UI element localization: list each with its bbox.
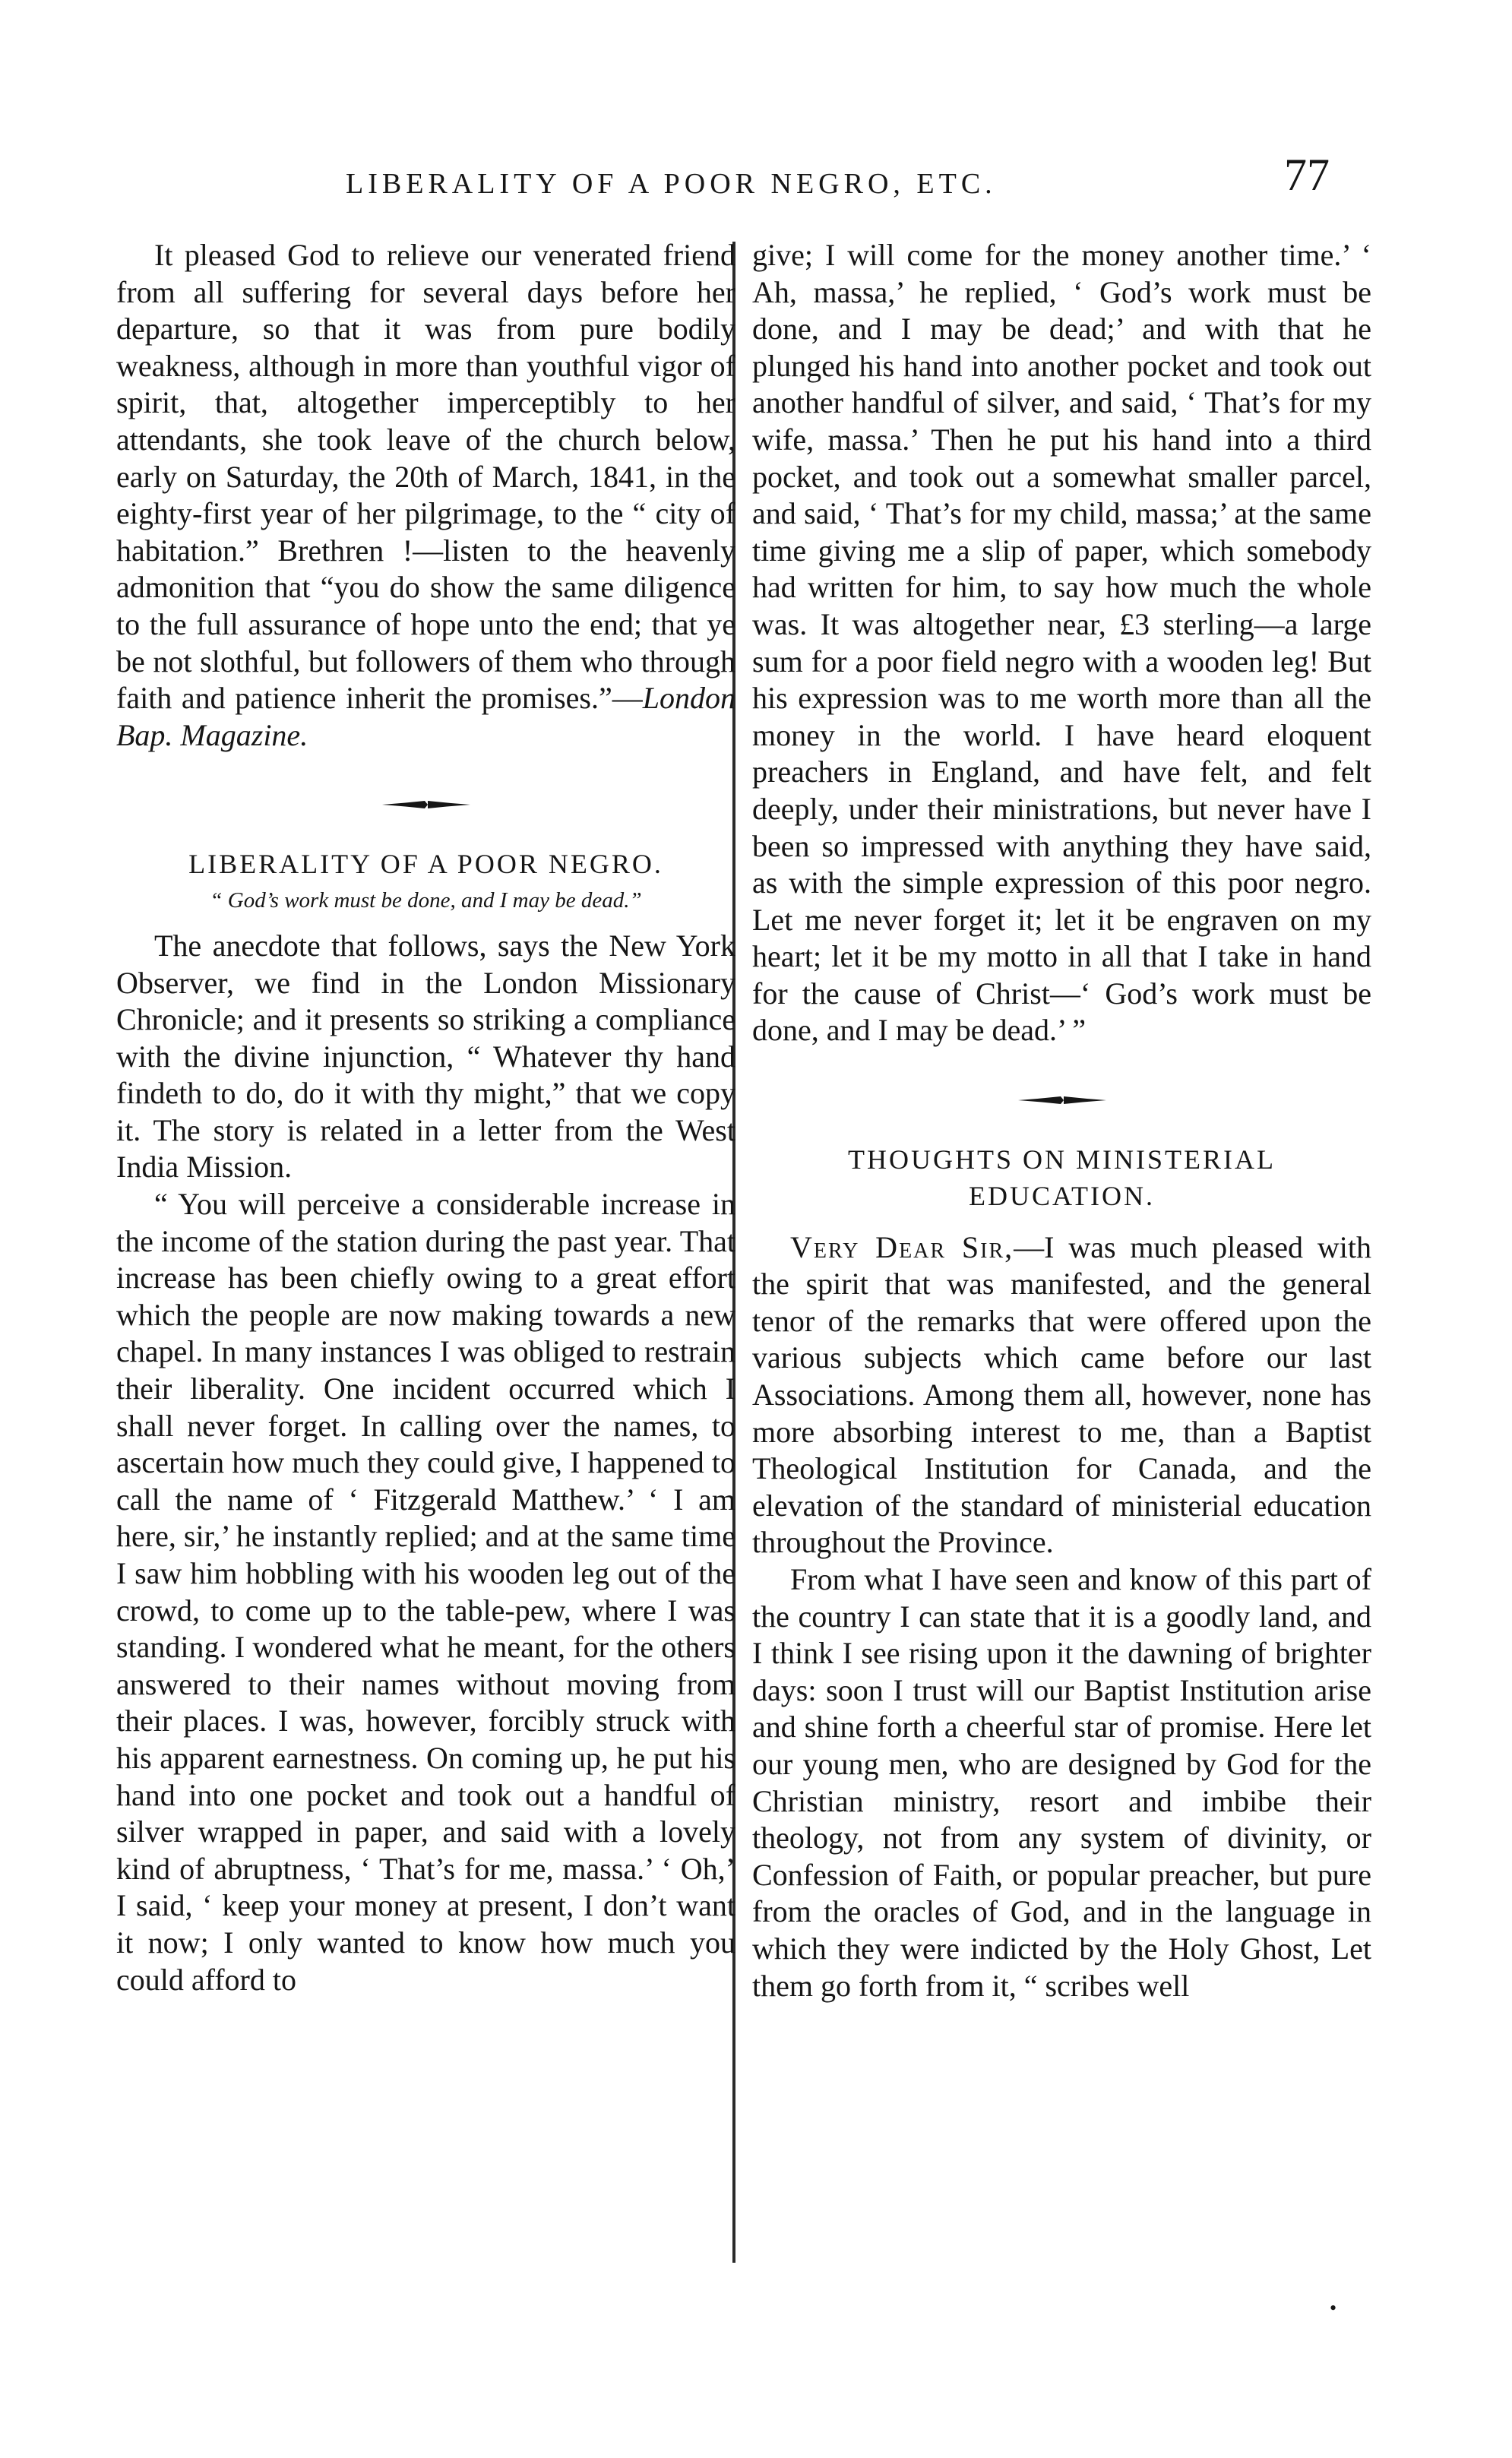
running-title: LIBERALITY OF A POOR NEGRO, ETC. [346,168,997,200]
epigraph: “ God’s work must be done, and I may be dead.” [210,887,642,913]
intro-paragraph: The anecdote that follows, says the New York Observer, we find in the London Missionary Chronicle; and it presents so striking a compliance with the divine injunction, “ Whatever thy hand findeth to do, do it with thy might,” that we copy it. The story is related in a letter from the West India Mission. [116,928,735,1185]
page-number: 77 [1284,150,1330,200]
obituary-paragraph [116,237,735,754]
article-title-negro: LIBERALITY OF A POOR NEGRO. [188,848,663,879]
obituary-text: It pleased God to relieve our venerated friend from all suffering for several days before her departure, so that it was from pure bodily weakness, although in more than youthful vigor of spirit, that, altogether imperceptibly to her attendants, she took leave of the church below, early on Saturday, the 20th of March, 1841, in the eighty-first year of her pilgrimage, to the “ city of habitation.” Brethren !—listen to the heavenly admonition that “you do show the same diligence to the full assurance of hope unto the end; that ye be not slothful, but followers of them who through faith and patience inherit the promises.”— [116,238,735,716]
bottom-mark: • [1330,2297,1337,2319]
running-head [0,152,1512,213]
divider-ornament [381,799,472,811]
ornamental-divider [752,1078,1371,1115]
right-column [752,237,1371,2004]
salutation: Very Dear Sir, [790,1229,1014,1264]
letter-paragraph: “ You will perceive a considerable increase in the income of the station during the past year. That increase has been chiefly owing to a great effort which the people are now making towards a new chapel. In many instances I was obliged to restrain their liberality. One incident occurred which I shall never forget. In calling over the names, to ascertain how much they could give, I happened to call the name of ‘ Fitzgerald Matthew.’ ‘ I am here, sir,’ he instantly replied; and at the same time I saw him hobbling with his wooden leg out of the crowd, to come up to the table-pew, where I was standing. I wondered what he meant, for the others answered to their names without moving from their places. I was, however, forcibly struck with his apparent earnestness. On coming up, he put his hand into one pocket and took out a handful of silver wrapped in paper, and said with a lovely kind of abruptness, ‘ That’s for me, massa.’ ‘ Oh,’ I said, ‘ keep your money at present, I don’t want it now; I only wanted to know how much you could afford to [116,1187,735,1997]
article-title-education: THOUGHTS ON MINISTERIAL EDUCATION. [848,1144,1276,1211]
letter-opening-paragraph [752,1229,1371,1561]
continuation-paragraph: give; I will come for the money another time.’ ‘ Ah, massa,’ he replied, ‘ God’s work must be done, and I may be dead;’ and with that he plunged his hand into another pocket and took out another handful of silver, and said, ‘ That’s for my wife, massa.’ Then he put his hand into a third pocket, and took out a somewhat smaller parcel, and said, ‘ That’s for my child, massa;’ at the same time giving me a slip of paper, which somebody had written for him, to say how much the whole was. It was altogether near, £3 sterling—a large sum for a poor field negro with a wooden leg! But his expression was to me worth more than all the money in the world. I have heard eloquent preachers in England, and have felt, and felt deeply, under their ministrations, but never have I been so impressed with anything they have said, as with the simple expression of this poor negro. Let me never forget it; let it be engraven on my heart; let it be my motto in all that I take in hand for the cause of Christ—‘ God’s work must be done, and I may be dead.’ ” [752,238,1371,1048]
second-paragraph: From what I have seen and know of this part of the country I can state that it is a goodly land, and I think I see rising upon it the dawning of brighter days: soon I trust will our Baptist Institution arise and shine forth a cheerful star of promise. Here let our young men, who are designed by God for the Christian ministry, resort and imbibe their theology, not from any system of divinity, or Confession of Faith, or popular preacher, but pure from the oracles of God, and in the language in which they were indicted by the Holy Ghost, Let them go forth from it, “ scribes well [752,1562,1371,2003]
obituary-source: London Bap. Magazine. [116,681,735,752]
divider-ornament [1017,1094,1108,1106]
ornamental-divider [116,783,735,820]
left-column [116,237,735,1998]
letter-opening-text: —I was much pleased with the spirit that was manifested, and the general tenor of the remarks that were offered upon the various subjects which came before our last Associations. Among them all, however, none has more absorbing interest to me, than a Baptist Theological Institution for Canada, and the elevation of the standard of ministerial education throughout the Province. [752,1229,1371,1560]
